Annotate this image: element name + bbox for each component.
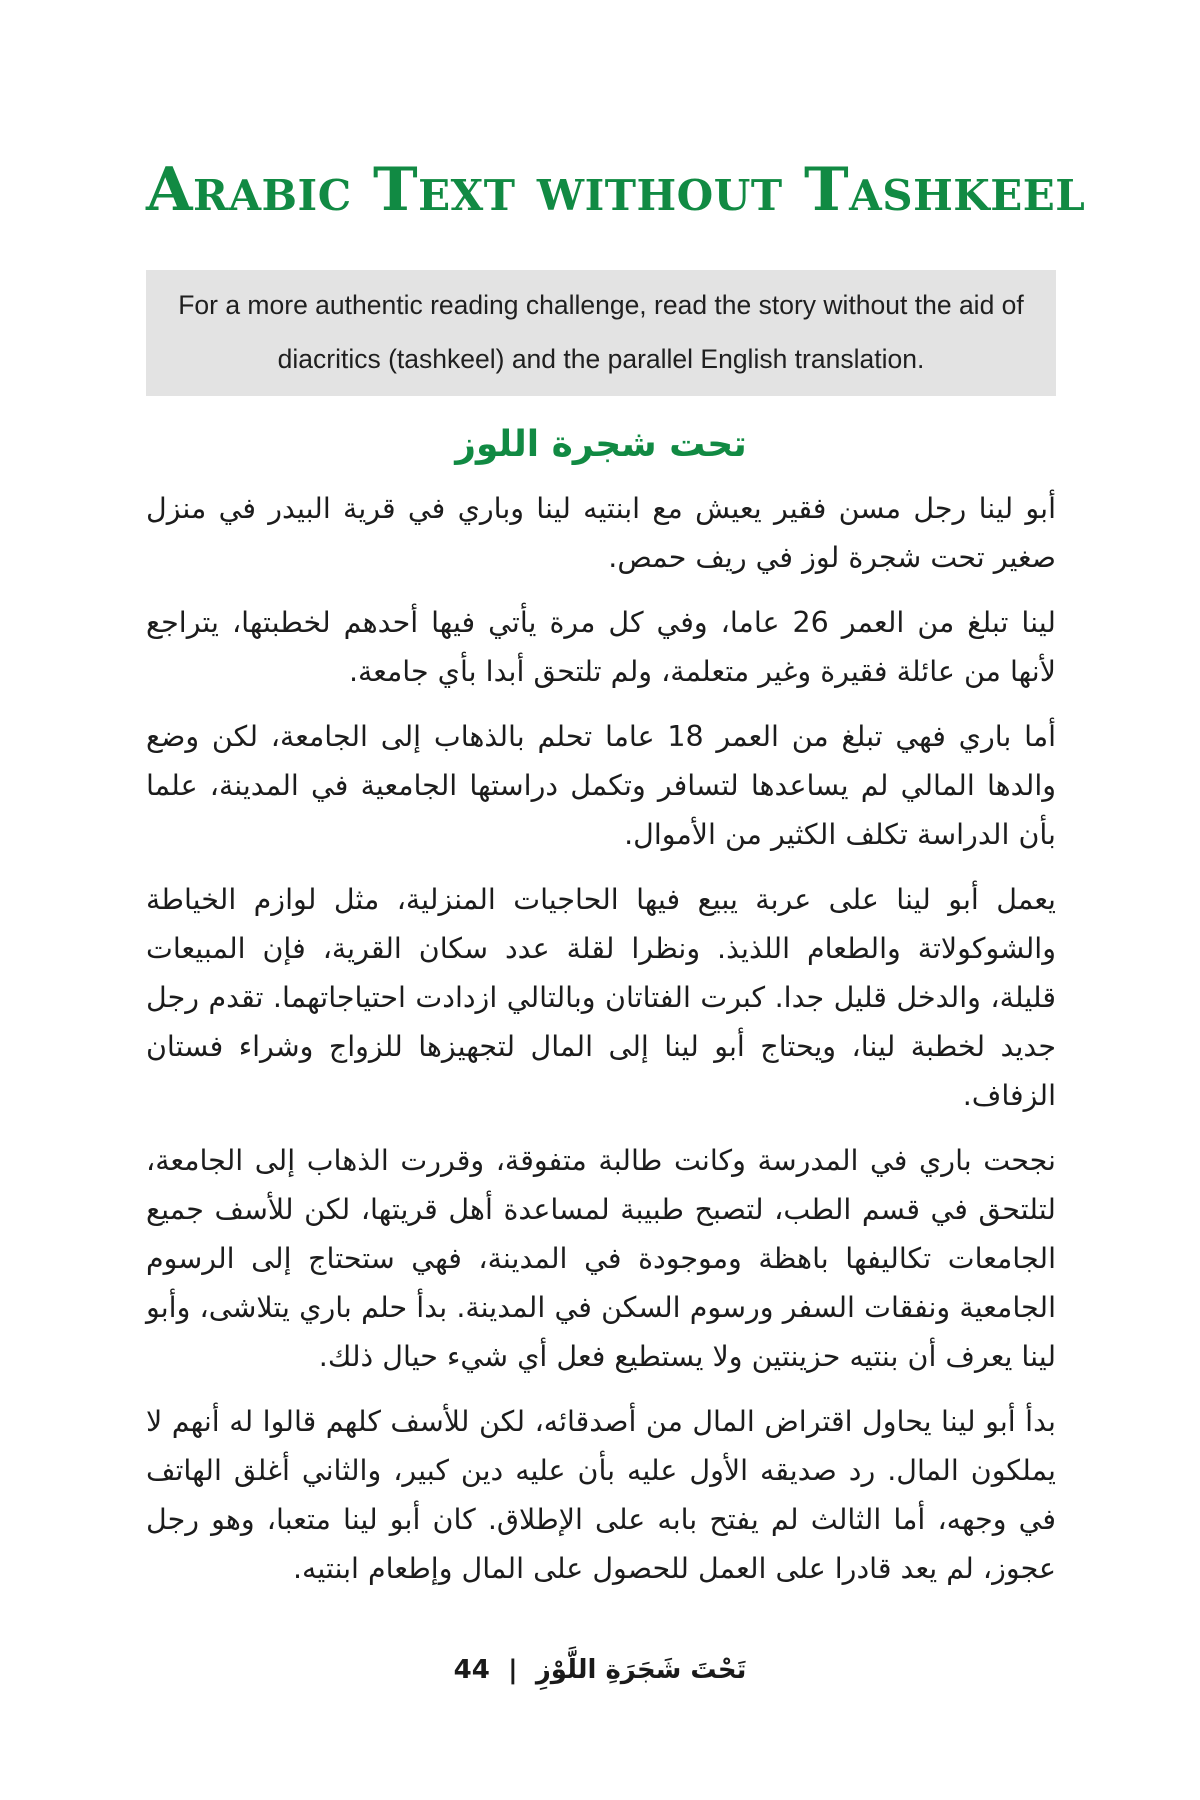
section-title: Arabic Text without Tashkeel — [146, 155, 1086, 225]
story-paragraph: لينا تبلغ من العمر 26 عاما، وفي كل مرة يأتي فيها أحدهم لخطبتها، يتراجع لأنها من عائلة فقيرة وغير متعلمة، ولم تلتحق أبدا بأي جامعة. — [146, 606, 1056, 688]
footer-divider: | — [508, 1655, 518, 1685]
story-paragraph: نجحت باري في المدرسة وكانت طالبة متفوقة، وقررت الذهاب إلى الجامعة، لتلتحق في قسم الطب، لتصبح طبيبة لمساعدة أهل قريتها، لكن للأسف جميع الجامعات تكاليفها باهظة وموجودة في المدينة، فهي ستحتاج إلى الرسوم الجامعية ونفقات السفر ورسوم السكن في المدينة. بدأ حلم باري يتلاشى، وأبو لينا يعرف أن بنتيه حزينتين ولا يستطيع فعل أي شيء حيال ذلك. — [146, 1144, 1056, 1373]
story-text — [146, 484, 1056, 1593]
running-title: تَحْتَ شَجَرَةِ اللَّوْزِ — [535, 1655, 747, 1685]
book-page — [146, 150, 1086, 1710]
story-paragraph: أبو لينا رجل مسن فقير يعيش مع ابنتيه لينا وباري في قرية البيدر في منزل صغير تحت شجرة لوز في ريف حمص. — [146, 492, 1056, 574]
page-footer — [0, 1650, 1200, 1690]
intro-box — [146, 270, 1056, 396]
intro-text: For a more authentic reading challenge, read the story without the aid of diacritics (tashkeel) and the parallel English translation. — [178, 290, 1024, 374]
story-paragraph: بدأ أبو لينا يحاول اقتراض المال من أصدقائه، لكن للأسف كلهم قالوا له أنهم لا يملكون المال. رد صديقه الأول عليه بأن عليه دين كبير، والثاني أغلق الهاتف في وجهه، أما الثالث لم يفتح بابه على الإطلاق. كان أبو لينا متعبا، وهو رجل عجوز، لم يعد قادرا على العمل للحصول على المال وإطعام ابنتيه. — [146, 1405, 1056, 1585]
story-paragraph: يعمل أبو لينا على عربة يبيع فيها الحاجيات المنزلية، مثل لوازم الخياطة والشوكولاتة والطعام اللذيذ. ونظرا لقلة عدد سكان القرية، فإن المبيعات قليلة، والدخل قليل جدا. كبرت الفتاتان وبالتالي ازدادت احتياجاتهما. تقدم رجل جديد لخطبة لينا، ويحتاج أبو لينا إلى المال لتجهيزها للزواج وشراء فستان الزفاف. — [146, 883, 1056, 1112]
story-title: تحت شجرة اللوز — [455, 424, 747, 465]
page-number: 44 — [453, 1655, 490, 1685]
story-paragraph: أما باري فهي تبلغ من العمر 18 عاما تحلم بالذهاب إلى الجامعة، لكن وضع والدها المالي لم يساعدها لتسافر وتكمل دراستها الجامعية في المدينة، علما بأن الدراسة تكلف الكثير من الأموال. — [146, 720, 1056, 851]
